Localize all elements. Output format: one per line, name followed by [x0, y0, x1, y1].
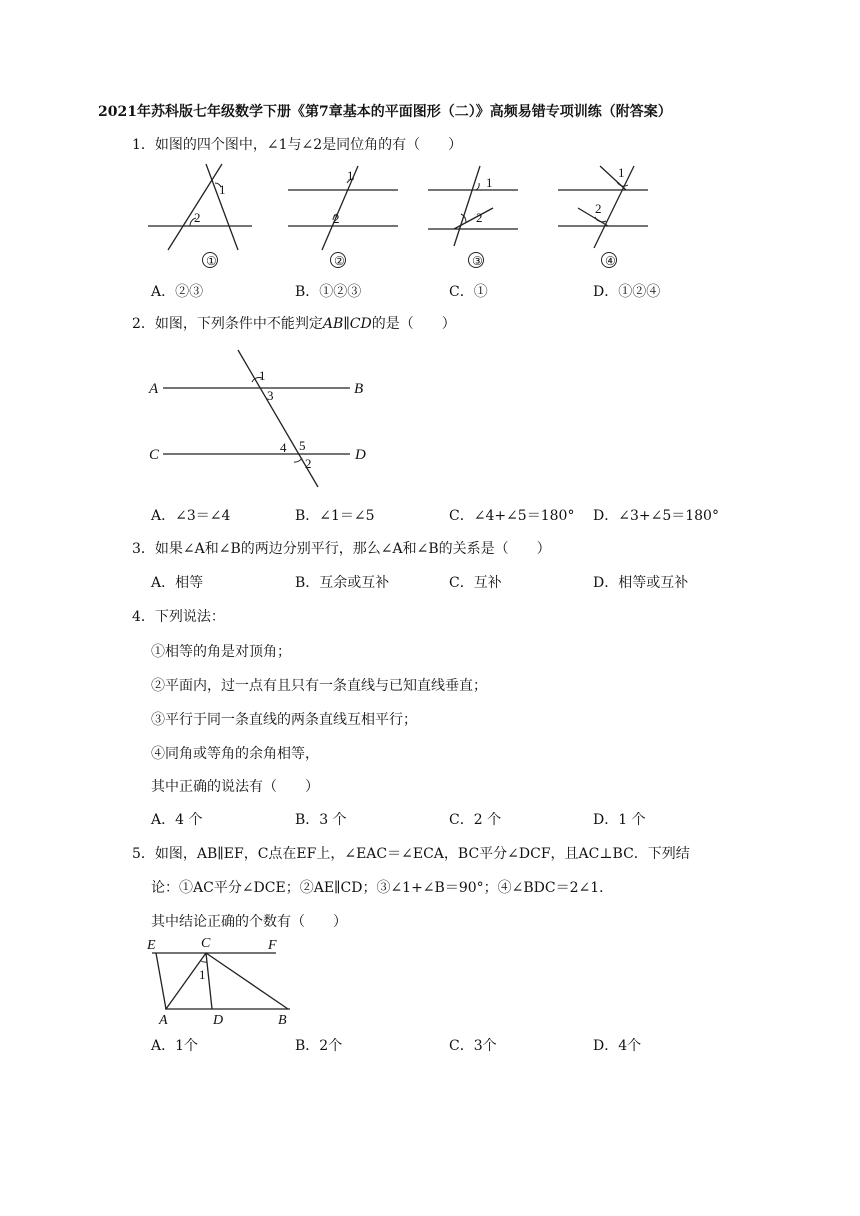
- q2-angle-5: 5: [299, 438, 306, 453]
- q1-f1-label: ①: [206, 254, 217, 268]
- q1-f1-angle-2: 2: [194, 210, 201, 225]
- q1-f2-label: ②: [334, 254, 345, 268]
- q1-f2-angle-1: 1: [347, 168, 354, 183]
- q1-f4-label: ④: [605, 254, 616, 268]
- q1-f3-angle-1: 1: [486, 175, 493, 190]
- q1-f1-angle-1: 1: [219, 182, 226, 197]
- q1-option-c[interactable]: C．①: [449, 284, 488, 300]
- q5-stem-line-1: 5．如图，AB∥EF，C点在EF上，∠EAC＝∠ECA，BC平分∠DCF，且AC⊥BC．下列结: [132, 846, 690, 862]
- q4-option-b[interactable]: B．3 个: [295, 812, 347, 828]
- q1-f4-angle-1: 1: [618, 165, 625, 180]
- q1-f3-angle-2: 2: [476, 210, 483, 225]
- q4-question: 其中正确的说法有（ ）: [151, 779, 319, 795]
- q2-angle-3: 3: [267, 388, 274, 403]
- q5-angle-1: 1: [199, 967, 206, 982]
- q5-point-c: C: [201, 936, 211, 951]
- q5-point-b: B: [278, 1013, 287, 1028]
- q5-point-d: D: [213, 1013, 224, 1028]
- q1-f2-angle-2: 2: [333, 211, 340, 226]
- q4-statement-3: ③平行于同一条直线的两条直线互相平行；: [151, 712, 417, 728]
- q5-point-e: E: [147, 938, 156, 953]
- q1-f4-angle-2: 2: [595, 201, 602, 216]
- q5-point-f: F: [268, 938, 277, 953]
- q2-option-a[interactable]: A．∠3＝∠4: [151, 508, 231, 524]
- q5-option-c[interactable]: C．3个: [449, 1038, 497, 1054]
- q2-stem-pre: 2．如图，下列条件中不能判定: [132, 316, 323, 332]
- q3-option-d[interactable]: D．相等或互补: [593, 575, 689, 591]
- q5-point-a: A: [159, 1013, 168, 1028]
- q4-stem: 4．下列说法：: [132, 609, 225, 625]
- q4-statement-2: ②平面内，过一点有且只有一条直线与已知直线垂直；: [151, 678, 487, 694]
- q2-point-a: A: [149, 381, 159, 397]
- q2-angle-4: 4: [280, 440, 287, 455]
- q2-point-b: B: [354, 381, 364, 397]
- q3-option-c[interactable]: C．互补: [449, 575, 502, 591]
- q5-option-d[interactable]: D．4个: [593, 1038, 642, 1054]
- q4-statement-4: ④同角或等角的余角相等，: [151, 746, 319, 762]
- q2-angle-1: 1: [259, 368, 266, 383]
- q3-stem: 3．如果∠A和∠B的两边分别平行，那么∠A和∠B的关系是（ ）: [132, 541, 551, 557]
- q2-option-d[interactable]: D．∠3+∠5＝180°: [593, 508, 719, 524]
- q4-option-c[interactable]: C．2 个: [449, 812, 502, 828]
- q2-stem-math: AB∥CD: [322, 316, 372, 332]
- q2-angle-2: 2: [305, 456, 312, 471]
- q5-option-a[interactable]: A．1个: [151, 1038, 199, 1054]
- q1-f3-label: ③: [472, 254, 483, 268]
- q3-option-b[interactable]: B．互余或互补: [295, 575, 390, 591]
- page-title: 2021年苏科版七年级数学下册《第7章基本的平面图形（二）》高频易错专项训练（附答案）: [98, 104, 672, 120]
- q1-option-a[interactable]: A．②③: [151, 284, 204, 300]
- q4-statement-1: ①相等的角是对顶角；: [151, 644, 291, 660]
- q2-stem-post: 的是（ ）: [371, 316, 456, 332]
- q5-option-b[interactable]: B．2个: [295, 1038, 343, 1054]
- q5-stem-line-2: 论：①AC平分∠DCE；②AE∥CD；③∠1+∠B＝90°；④∠BDC＝2∠1．: [151, 880, 614, 896]
- q3-option-a[interactable]: A．相等: [151, 575, 204, 591]
- q5-stem-line-3: 其中结论正确的个数有（ ）: [151, 914, 347, 930]
- q2-point-c: C: [149, 447, 160, 463]
- q2-option-b[interactable]: B．∠1＝∠5: [295, 508, 375, 524]
- q1-stem: 1．如图的四个图中，∠1与∠2是同位角的有（ ）: [132, 137, 463, 153]
- q1-option-b[interactable]: B．①②③: [295, 284, 362, 300]
- q2-point-d: D: [355, 447, 366, 463]
- q4-option-a[interactable]: A．4 个: [151, 812, 203, 828]
- q1-option-d[interactable]: D．①②④: [593, 284, 661, 300]
- q4-option-d[interactable]: D．1 个: [593, 812, 646, 828]
- q2-option-c[interactable]: C．∠4+∠5＝180°: [449, 508, 575, 524]
